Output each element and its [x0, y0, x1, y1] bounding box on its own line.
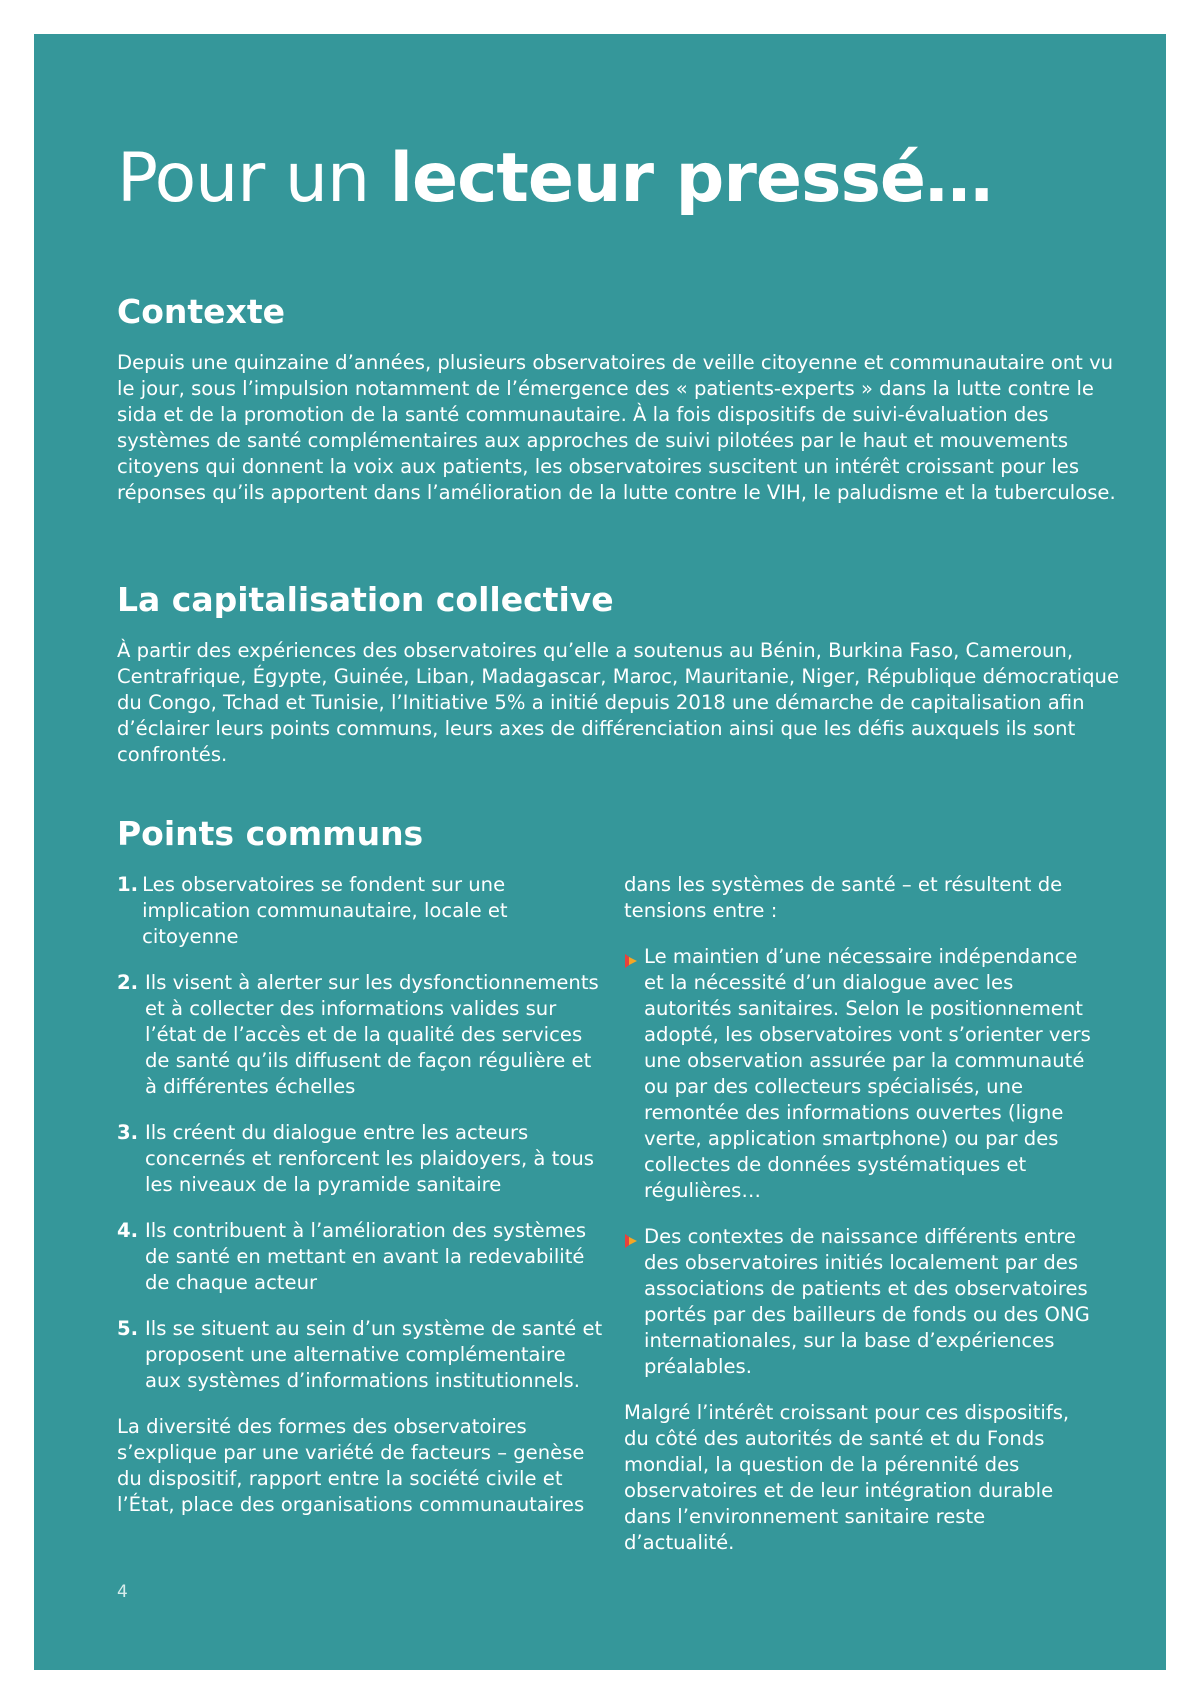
list-item [117, 872, 607, 950]
list-item [117, 1316, 607, 1394]
arrow-bullet-icon [624, 1224, 644, 1380]
diversity-paragraph: La diversité des formes des observatoires s’explique par une variété de facteurs – genèse du dispositif, rapport entre la société civile et l’État, place des organisations communautaires [117, 1415, 585, 1516]
right-column [624, 872, 1094, 1556]
capitalisation-paragraph: À partir des expériences des observatoires qu’elle a soutenus au Bénin, Burkina Faso, Cameroun, Centrafrique, Égypte, Guinée, Liban, Madagascar, Maroc, Mauritanie, Niger, République démocratique du Congo, Tchad et Tunisie, l’Initiative 5% a initié depuis 2018 une démarche de capitalisation afin d’éclairer leurs points communs, leurs axes de différenciation ainsi que les défis auxquels ils sont confrontés. [117, 639, 1120, 766]
list-item-number: 1. [117, 873, 139, 896]
list-item-text: Les observatoires se fondent sur une implication communautaire, locale et citoyenne [142, 873, 508, 948]
list-item-number: 2. [117, 971, 139, 994]
list-item-text: Ils visent à alerter sur les dysfonctionnements et à collecter des informations valides sur l’état de l’accès et de la qualité des services de santé qu’ils diffusent de façon régulière et à différentes échelles [145, 971, 599, 1098]
left-column [117, 872, 607, 1518]
list-item-number: 5. [117, 1317, 139, 1340]
list-item-text: Ils contribuent à l’amélioration des systèmes de santé en mettant en avant la redevabilité de chaque acteur [145, 1219, 587, 1294]
section-heading-contexte: Contexte [117, 292, 285, 331]
contexte-paragraph: Depuis une quinzaine d’années, plusieurs observatoires de veille citoyenne et communautaire ont vu le jour, sous l’impulsion notamment de l’émergence des « patients-experts » dans la lutte contre le sida et de la promotion de la santé communautaire. À la fois dispositifs de suivi-évaluation des systèmes de santé complémentaires aux approches de suivi pilotées par le haut et mouvements citoyens qui donnent la voix aux patients, les observatoires suscitent un intérêt croissant pour les réponses qu’ils apportent dans l’amélioration de la lutte contre le VIH, le paludisme et la tuberculose. [117, 351, 1116, 504]
list-item [117, 970, 607, 1100]
list-item-number: 4. [117, 1219, 139, 1242]
list-item [624, 1224, 1094, 1380]
conclusion-paragraph: Malgré l’intérêt croissant pour ces dispositifs, du côté des autorités de santé et du Fonds mondial, la question de la pérennité des observatoires et de leur intégration durable dans l’environnement sanitaire reste d’actualité. [624, 1401, 1070, 1554]
page-number: 4 [117, 1582, 128, 1602]
list-item [117, 1218, 607, 1296]
page-title-bold: lecteur pressé… [389, 139, 993, 218]
section-heading-capitalisation: La capitalisation collective [117, 580, 614, 619]
list-item-number: 3. [117, 1121, 139, 1144]
list-item [624, 944, 1094, 1204]
page-title [117, 138, 992, 220]
list-item-text: Ils se situent au sein d’un système de santé et proposent une alternative complémentaire aux systèmes d’informations institutionnels. [145, 1317, 603, 1392]
arrow-bullet-icon [624, 944, 644, 1204]
tensions-list [624, 944, 1094, 1380]
page-panel [34, 34, 1166, 1670]
points-list [117, 872, 607, 1394]
continuation-paragraph: dans les systèmes de santé – et résultent de tensions entre : [624, 873, 1063, 922]
page-title-regular: Pour un [117, 139, 390, 218]
section-heading-points-communs: Points communs [117, 814, 424, 853]
list-item-text: Ils créent du dialogue entre les acteurs concernés et renforcent les plaidoyers, à tous les niveaux de la pyramide sanitaire [145, 1121, 594, 1196]
list-item [117, 1120, 607, 1198]
list-item-text: Le maintien d’une nécessaire indépendance et la nécessité d’un dialogue avec les autorités sanitaires. Selon le positionnement adopté, les observatoires vont s’orienter vers une observation assurée par la communauté ou par des collecteurs spécialisés, une remontée des informations ouvertes (ligne verte, application smartphone) ou par des collectes de données systématiques et régulières… [644, 945, 1091, 1202]
list-item-text: Des contextes de naissance différents entre des observatoires initiés localement par des associations de patients et des observatoires portés par des bailleurs de fonds ou des ONG internationales, sur la base d’expériences préalables. [644, 1225, 1090, 1378]
